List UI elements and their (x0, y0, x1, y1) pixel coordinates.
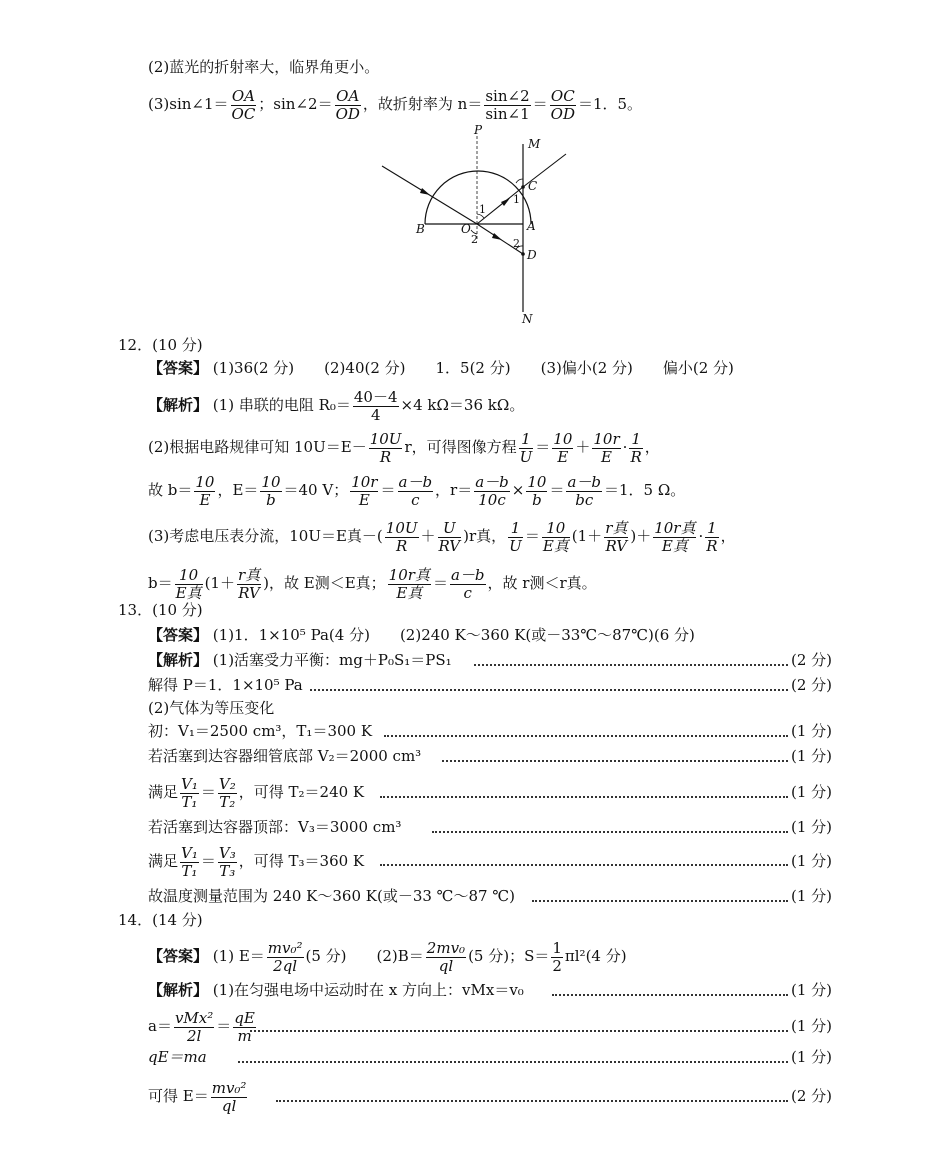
score: (1 分) (790, 981, 832, 999)
angle-label: 1 (513, 193, 520, 206)
incident-ray (382, 166, 477, 224)
label-D: D (527, 248, 537, 262)
angle-label: 2 (513, 237, 520, 250)
score: (2 分) (790, 651, 832, 669)
q12-analysis-1: 【解析】 (1) 串联的电阻 R₀＝ $\frac{40-4}{4}$ ×4 kΩ＝36 kΩ。 (148, 388, 525, 424)
q14-line-1: 【解析】 (1)在匀强电场中运动时在 x 方向上：vMx＝v₀ (148, 981, 524, 999)
angle-label: 2 (471, 233, 478, 246)
q13-line-3: (2)气体为等压变化 (148, 699, 275, 717)
q13-line-4: 初：V₁＝2500 cm³，T₁＝300 K (148, 722, 373, 740)
score: (1 分) (790, 722, 832, 740)
q14-header: 14．(14 分) (118, 911, 203, 929)
q14-line-3: qE＝ma (148, 1048, 207, 1066)
q13-line-8: 满足 $\frac{\text{V₁}}{\text{T₁}}$ ＝ $\frac{\text{V₃}}{\text{T₃}}$ ，可得 T₃＝360 K (148, 844, 365, 880)
score: (2 分) (790, 676, 832, 694)
label-C: C (528, 179, 538, 193)
q12-header: 12．(10 分) (118, 336, 203, 354)
q14-line-4: 可得 E＝ $\frac{\text{mv₀²}}{ql}$ (148, 1079, 247, 1115)
label-N: N (522, 312, 533, 326)
q11-part2: (2)蓝光的折射率大，临界角更小。 (148, 58, 380, 76)
q13-line-7: 若活塞到达容器顶部：V₃＝3000 cm³ (148, 818, 402, 836)
score: (1 分) (790, 1017, 832, 1035)
q12-analysis-3: 故 b＝ $\frac{10}{E}$ ，E＝ $\frac{10}{b}$ ＝40 V； $\frac{10r}{E}$ ＝ $\frac{a-b}{c}$ ，r＝ $\frac{a-b}{10c}$ × $\frac{10}{b}$ ＝ $\frac{a-b}{bc}$ ＝1．5 Ω。 (148, 473, 686, 509)
score: (1 分) (790, 818, 832, 836)
label-A: A (527, 219, 536, 233)
score: (1 分) (790, 783, 832, 801)
q12-analysis-5: b＝ $\frac{10}{\text{E真}}$ (1＋ $\frac{\text{r真}}{RV}$ )，故 E测＜E真； $\frac{\text{10r真}}{\text{E真}}$ ＝ $\frac{a-b}{c}$ ，故 r测＜r真。 (148, 566, 597, 602)
score: (1 分) (790, 852, 832, 870)
score: (2 分) (790, 1087, 832, 1105)
q13-line-2: 解得 P＝1．1×10⁵ Pa (148, 676, 303, 694)
q12-analysis-4: (3)考虑电压表分流，10U＝E真－( $\frac{10U}{R}$ ＋ $\frac{U}{RV}$ )r真， $\frac{1}{U}$ ＝ $\frac{10}{\text{E真}}$ (1＋ $\frac{\text{r真}}{RV}$ )＋ $\frac{\text{10r真}}{\text{E真}}$ · $\frac{1}{R}$ ， (148, 519, 736, 555)
q14-answer: 【答案】 (1) E＝ $\frac{\text{mv₀²}}{2ql}$ (5 分) (2)B＝ $\frac{\text{2mv₀}}{ql}$ (5 分)；S＝ $\frac{1}{2}$ πl²(4 分) (148, 939, 627, 975)
q12-analysis-2: (2)根据电路规律可知 10U＝E－ $\frac{10U}{R}$ r，可得图像方程 $\frac{1}{U}$ ＝ $\frac{10}{E}$ ＋ $\frac{10r}{E}$ · $\frac{1}{R}$ ， (148, 430, 660, 466)
refraction-diagram (370, 122, 580, 327)
label-B: B (416, 222, 425, 236)
q13-line-6: 满足 $\frac{\text{V₁}}{\text{T₁}}$ ＝ $\frac{\text{V₂}}{\text{T₂}}$ ，可得 T₂＝240 K (148, 775, 365, 811)
angle-label: 1 (479, 203, 486, 216)
q13-line-9: 故温度测量范围为 240 K～360 K(或－33 ℃～87 ℃) (148, 887, 515, 905)
score: (1 分) (790, 747, 832, 765)
arrow-icon (420, 188, 430, 195)
label-M: M (528, 137, 541, 151)
q12-answer: 【答案】 (1)36(2 分) (2)40(2 分) 1．5(2 分) (3)偏小(2 分) 偏小(2 分) (148, 359, 734, 377)
arrow-icon (501, 198, 510, 206)
score: (1 分) (790, 887, 832, 905)
q13-line-1: 【解析】 (1)活塞受力平衡：mg＋P₀S₁＝PS₁ (148, 651, 452, 669)
q11-part3: (3)sin∠1＝ $\frac{OA}{OC}$ ；sin∠2＝ $\frac{OA}{OD}$ ，故折射率为 n＝ $\frac{\sin\angle 2}{\sin\angle 1}$ ＝ $\frac{OC}{OD}$ ＝1．5。 (148, 87, 643, 123)
q13-line-5: 若活塞到达容器细管底部 V₂＝2000 cm³ (148, 747, 422, 765)
label-O: O (461, 222, 471, 236)
score: (1 分) (790, 1048, 832, 1066)
arrow-icon (492, 233, 502, 240)
label-P: P (474, 123, 483, 137)
q13-answer: 【答案】 (1)1．1×10⁵ Pa(4 分) (2)240 K～360 K(或－33℃～87℃)(6 分) (148, 626, 695, 644)
q14-line-2: a＝ $\frac{\text{vMx²}}{2l}$ ＝ $\frac{qE}{m}$ (148, 1009, 255, 1045)
q13-header: 13．(10 分) (118, 601, 203, 619)
